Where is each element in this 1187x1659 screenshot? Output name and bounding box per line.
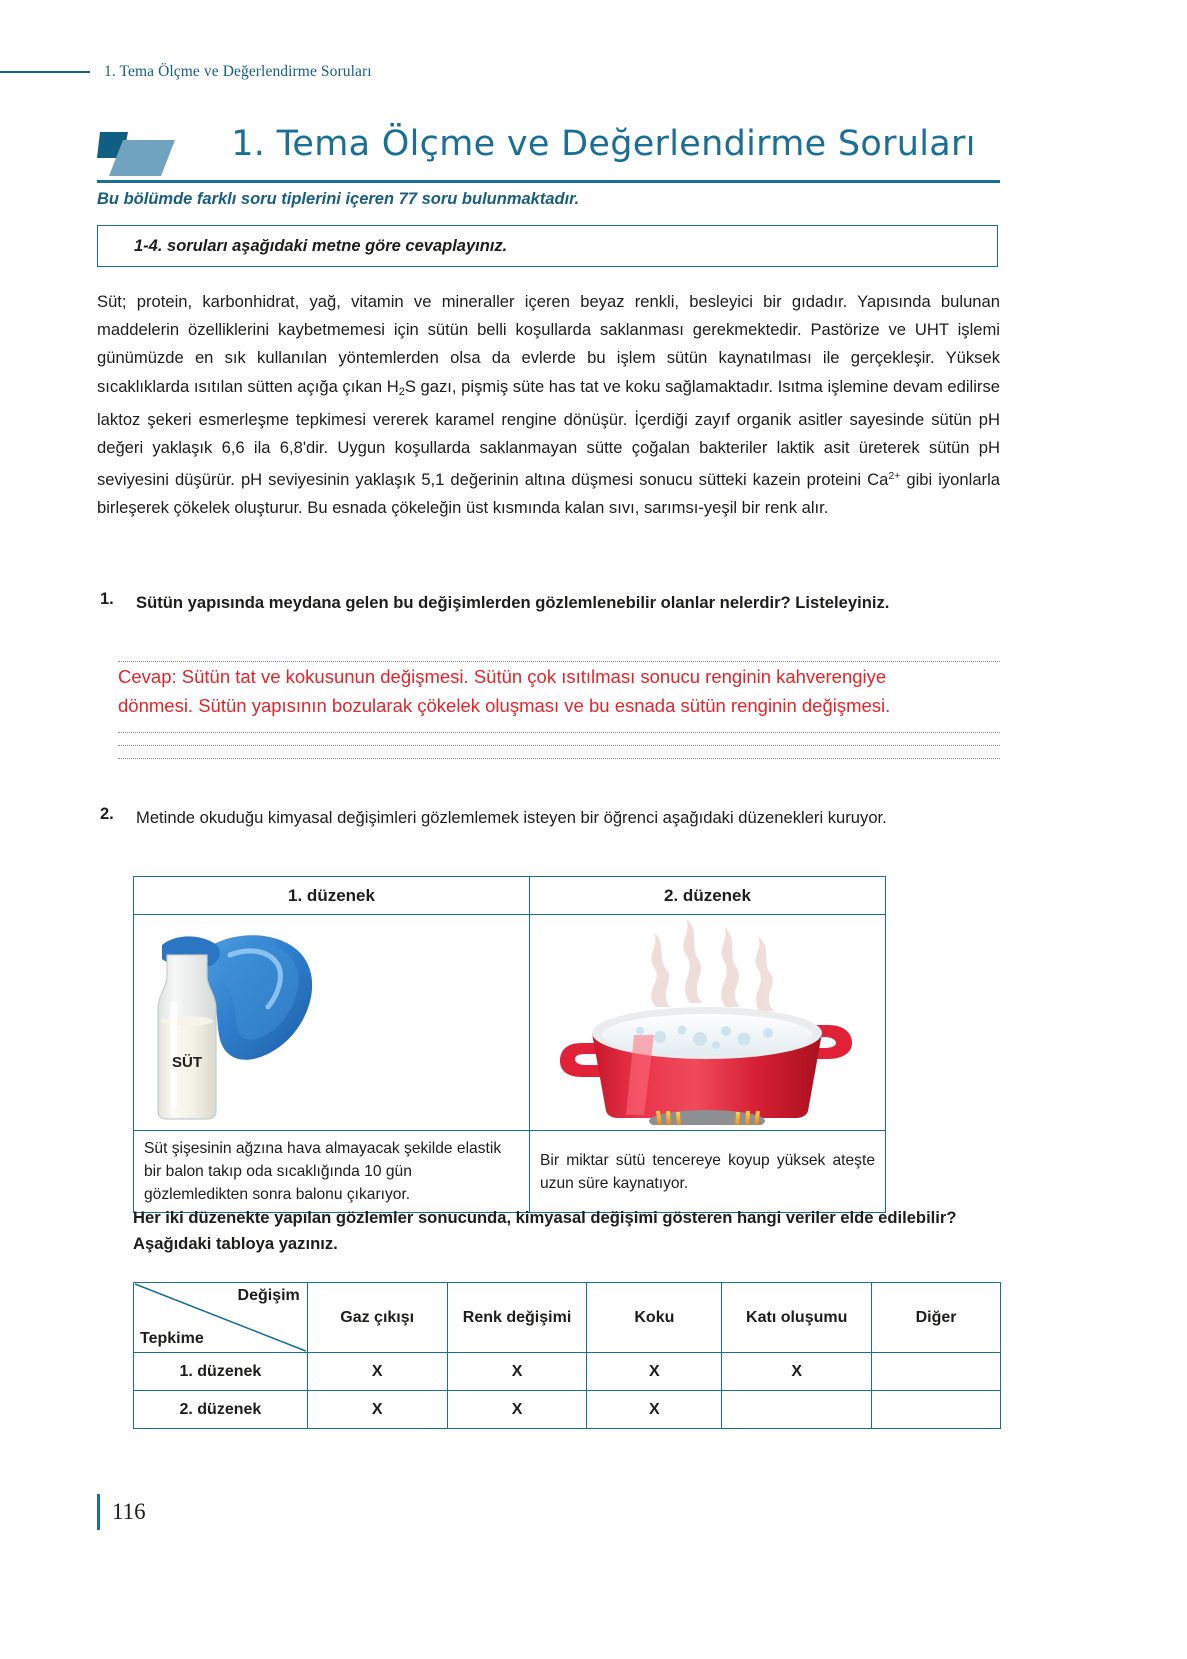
results-table bbox=[133, 1282, 1001, 1429]
milk-bottle-balloon-illustration bbox=[134, 915, 529, 1125]
passage-superscript-1: 2+ bbox=[888, 470, 901, 483]
results-row-2-cell-odor[interactable]: X bbox=[587, 1391, 722, 1429]
setup-table-header-row bbox=[134, 877, 886, 915]
question-2 bbox=[100, 805, 1000, 831]
results-row-1-cell-gas[interactable]: X bbox=[307, 1353, 447, 1391]
setup-caption-2: Bir miktar sütü tencereye koyup yüksek ateşte uzun süre kaynatıyor. bbox=[530, 1131, 886, 1213]
question-2-number: 2. bbox=[100, 805, 114, 823]
results-row-1-cell-odor[interactable]: X bbox=[587, 1353, 722, 1391]
passage-part-2: S gazı, pişmiş süte has tat ve koku sağlamaktadır. Isıtma işlemine devam edilirse laktoz şekeri esmerleşme tepkimesi vererek karamel rengine dönüşür. İçerdiği zayıf organik asitler sayesinde sütün pH değeri yaklaşık 6,6 ila 6,8'dir. Uygun koşullarda saklanmayan sütte çoğalan bakteriler laktik asit üreterek sütün pH seviyesini düşürür. pH seviyesinin yaklaşık 5,1 değerinin altına düşmesi sonucu sütteki kazein proteini Ca bbox=[97, 376, 1000, 490]
answer-rule-3 bbox=[118, 745, 1000, 746]
question-1-text: Sütün yapısında meydana gelen bu değişimlerden gözlemlenebilir olanlar nelerdir? Listeleyiniz. bbox=[136, 593, 890, 612]
answer-rule-2 bbox=[118, 732, 1000, 733]
results-row-2-cell-other[interactable] bbox=[872, 1391, 1001, 1429]
steam-icon bbox=[651, 919, 774, 1011]
setup-caption-1: Süt şişesinin ağzına hava almayacak şekilde elastik bir balon takıp oda sıcaklığında 10 gün gözlemledikten sonra balonu çıkarıyor. bbox=[134, 1131, 530, 1213]
results-column-color: Renk değişimi bbox=[447, 1283, 587, 1353]
answer-line-2[interactable]: dönmesi. Sütün yapısının bozularak çökelek oluşması ve bu esnada sütün renginin değişmesi. bbox=[118, 695, 891, 716]
results-row-1-cell-other[interactable] bbox=[872, 1353, 1001, 1391]
results-row-2-label: 2. düzenek bbox=[134, 1391, 308, 1429]
results-column-gas: Gaz çıkışı bbox=[307, 1283, 447, 1353]
results-column-odor: Koku bbox=[587, 1283, 722, 1353]
results-header-row bbox=[134, 1283, 1001, 1353]
page-title: 1. Tema Ölçme ve Değerlendirme Soruları bbox=[231, 124, 976, 164]
corner-label-reaction: Tepkime bbox=[140, 1330, 204, 1347]
running-head-text: 1. Tema Ölçme ve Değerlendirme Soruları bbox=[104, 63, 372, 80]
setup-table-caption-row bbox=[134, 1131, 886, 1213]
passage-part-3: gibi iyonlarla birleşerek çökelek oluşturur. Bu esnada çökeleğin üst kısmında kalan sıvı, sarımsı-yeşil bir renk alır. bbox=[97, 470, 1000, 518]
footer-bar bbox=[97, 1494, 100, 1530]
page-number: 116 bbox=[112, 1499, 146, 1524]
setup-header-2: 2. düzenek bbox=[530, 877, 886, 915]
results-corner-cell bbox=[134, 1283, 308, 1353]
title-block bbox=[97, 124, 1000, 186]
title-underline bbox=[97, 180, 1000, 183]
question-1-answer-area[interactable] bbox=[118, 655, 1000, 759]
passage-part-1: Süt; protein, karbonhidrat, yağ, vitamin ve mineraller içeren beyaz renkli, besleyici bir gıdadır. Yapısında bulunan maddelerin özelliklerini kaybetmemesi için sütün belli koşullarda saklanması gerekmektedir. Pastörize ve UHT işlemi günümüzde en sık kullanılan yöntemlerden olsa da evlerde bu işlem sütün kaynatılması ile gerçekleşir. Yüksek sıcaklıklarda ısıtılan sütten açığa çıkan H bbox=[97, 292, 1000, 396]
flag-decoration-icon bbox=[97, 130, 187, 176]
running-head bbox=[0, 56, 520, 88]
results-row-1-cell-solid[interactable]: X bbox=[722, 1353, 872, 1391]
page-footer bbox=[97, 1494, 146, 1530]
boiling-pot-illustration bbox=[530, 915, 885, 1125]
answer-rule-4 bbox=[118, 758, 1000, 759]
answer-line-1[interactable]: Cevap: Sütün tat ve kokusunun değişmesi. Sütün çok ısıtılması sonucu renginin kahverengiye bbox=[118, 666, 887, 687]
results-row-1 bbox=[134, 1353, 1001, 1391]
results-row-1-label: 1. düzenek bbox=[134, 1353, 308, 1391]
setup-table-image-row bbox=[134, 915, 886, 1131]
results-row-2-cell-gas[interactable]: X bbox=[307, 1391, 447, 1429]
instruction-box bbox=[97, 225, 998, 267]
setup-image-cell-1 bbox=[134, 915, 530, 1131]
reading-passage bbox=[97, 288, 1000, 523]
setup-header-1: 1. düzenek bbox=[134, 877, 530, 915]
question-1 bbox=[100, 590, 1000, 616]
subtitle: Bu bölümde farklı soru tiplerini içeren 77 soru bulunmaktadır. bbox=[97, 190, 580, 208]
question-2-text: Metinde okuduğu kimyasal değişimleri gözlemlemek isteyen bir öğrenci aşağıdaki düzenekleri kuruyor. bbox=[136, 808, 887, 827]
results-row-1-cell-color[interactable]: X bbox=[447, 1353, 587, 1391]
setup-image-cell-2 bbox=[530, 915, 886, 1131]
setup-table bbox=[133, 876, 886, 1213]
results-row-2 bbox=[134, 1391, 1001, 1429]
results-row-2-cell-solid[interactable] bbox=[722, 1391, 872, 1429]
passage-subscript-1: 2 bbox=[398, 385, 405, 398]
question-2-followup: Her iki düzenekte yapılan gözlemler sonucunda, kimyasal değişimi gösteren hangi veriler elde edilebilir? Aşağıdaki tabloya yazınız. bbox=[133, 1208, 957, 1253]
milk-bottle-label: SÜT bbox=[172, 1054, 202, 1071]
results-column-solid: Katı oluşumu bbox=[722, 1283, 872, 1353]
question-1-number: 1. bbox=[100, 590, 114, 608]
instruction-text: 1-4. soruları aşağıdaki metne göre cevaplayınız. bbox=[134, 236, 508, 255]
running-head-rule bbox=[0, 71, 90, 73]
results-column-other: Diğer bbox=[872, 1283, 1001, 1353]
corner-label-change: Değişim bbox=[237, 1287, 300, 1304]
results-row-2-cell-color[interactable]: X bbox=[447, 1391, 587, 1429]
